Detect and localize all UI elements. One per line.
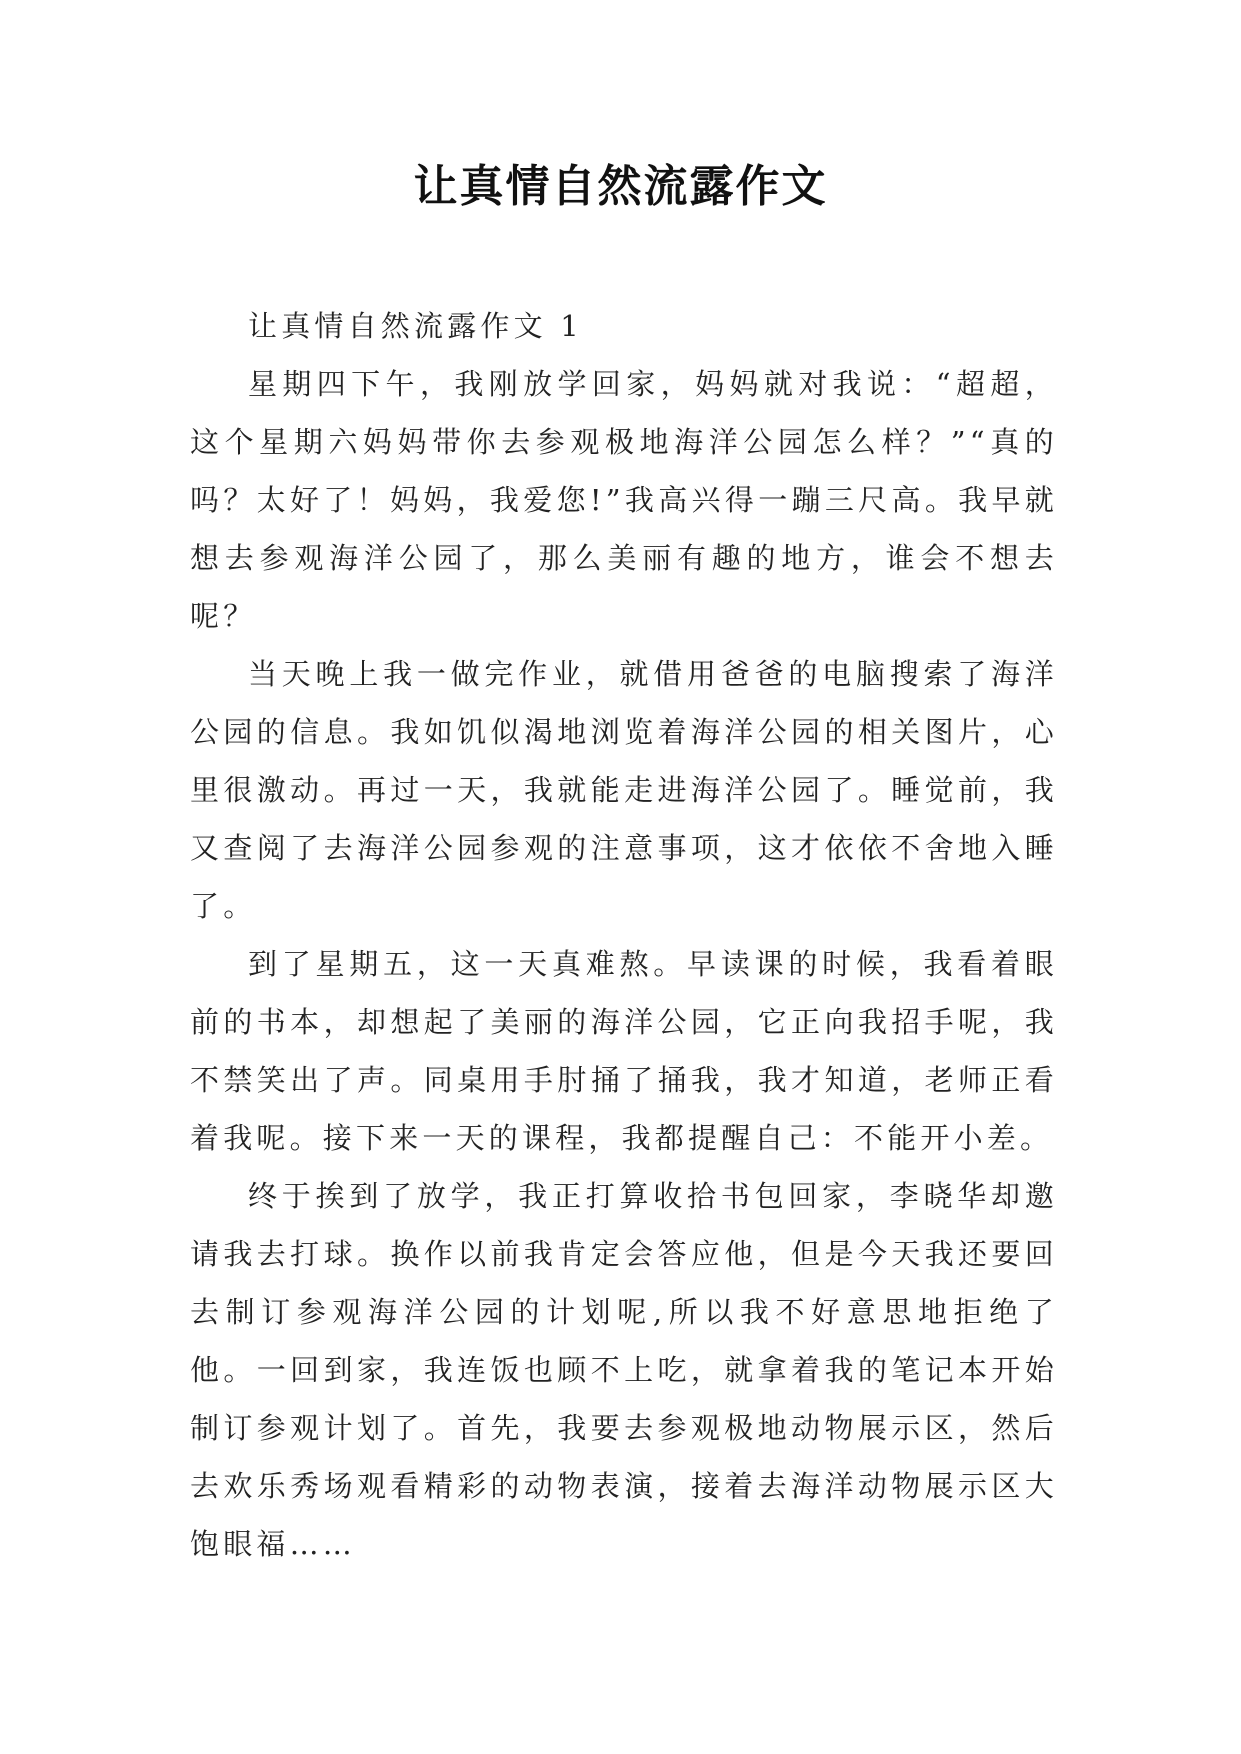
paragraph-3: 到了星期五，这一天真难熬。早读课的时候，我看着眼前的书本，却想起了美丽的海洋公园，它正向我招手呢，我不禁笑出了声。同桌用手肘捅了捅我，我才知道，老师正看着我呢。接下来一天的课程，我都提醒自己：不能开小差。 bbox=[190, 947, 1058, 1155]
paragraph-1: 星期四下午，我刚放学回家，妈妈就对我说：“超超，这个星期六妈妈带你去参观极地海洋公园怎么样？”“真的吗？太好了！妈妈，我爱您!”我高兴得一蹦三尺高。我早就想去参观海洋公园了，那么美丽有趣的地方，谁会不想去呢？ bbox=[190, 367, 1058, 633]
document-body bbox=[190, 297, 1058, 1573]
section-heading: 让真情自然流露作文 1 bbox=[248, 309, 583, 343]
paragraph-2: 当天晚上我一做完作业，就借用爸爸的电脑搜索了海洋公园的信息。我如饥似渴地浏览着海洋公园的相关图片，心里很激动。再过一天，我就能走进海洋公园了。睡觉前，我又查阅了去海洋公园参观的注意事项，这才依依不舍地入睡了。 bbox=[190, 657, 1058, 923]
paragraph-4: 终于挨到了放学，我正打算收拾书包回家，李晓华却邀请我去打球。换作以前我肯定会答应他，但是今天我还要回去制订参观海洋公园的计划呢,所以我不好意思地拒绝了他。一回到家，我连饭也顾不上吃，就拿着我的笔记本开始制订参观计划了。首先，我要去参观极地动物展示区，然后去欢乐秀场观看精彩的动物表演，接着去海洋动物展示区大饱眼福…… bbox=[190, 1179, 1058, 1561]
document-title: 让真情自然流露作文 bbox=[413, 161, 828, 212]
